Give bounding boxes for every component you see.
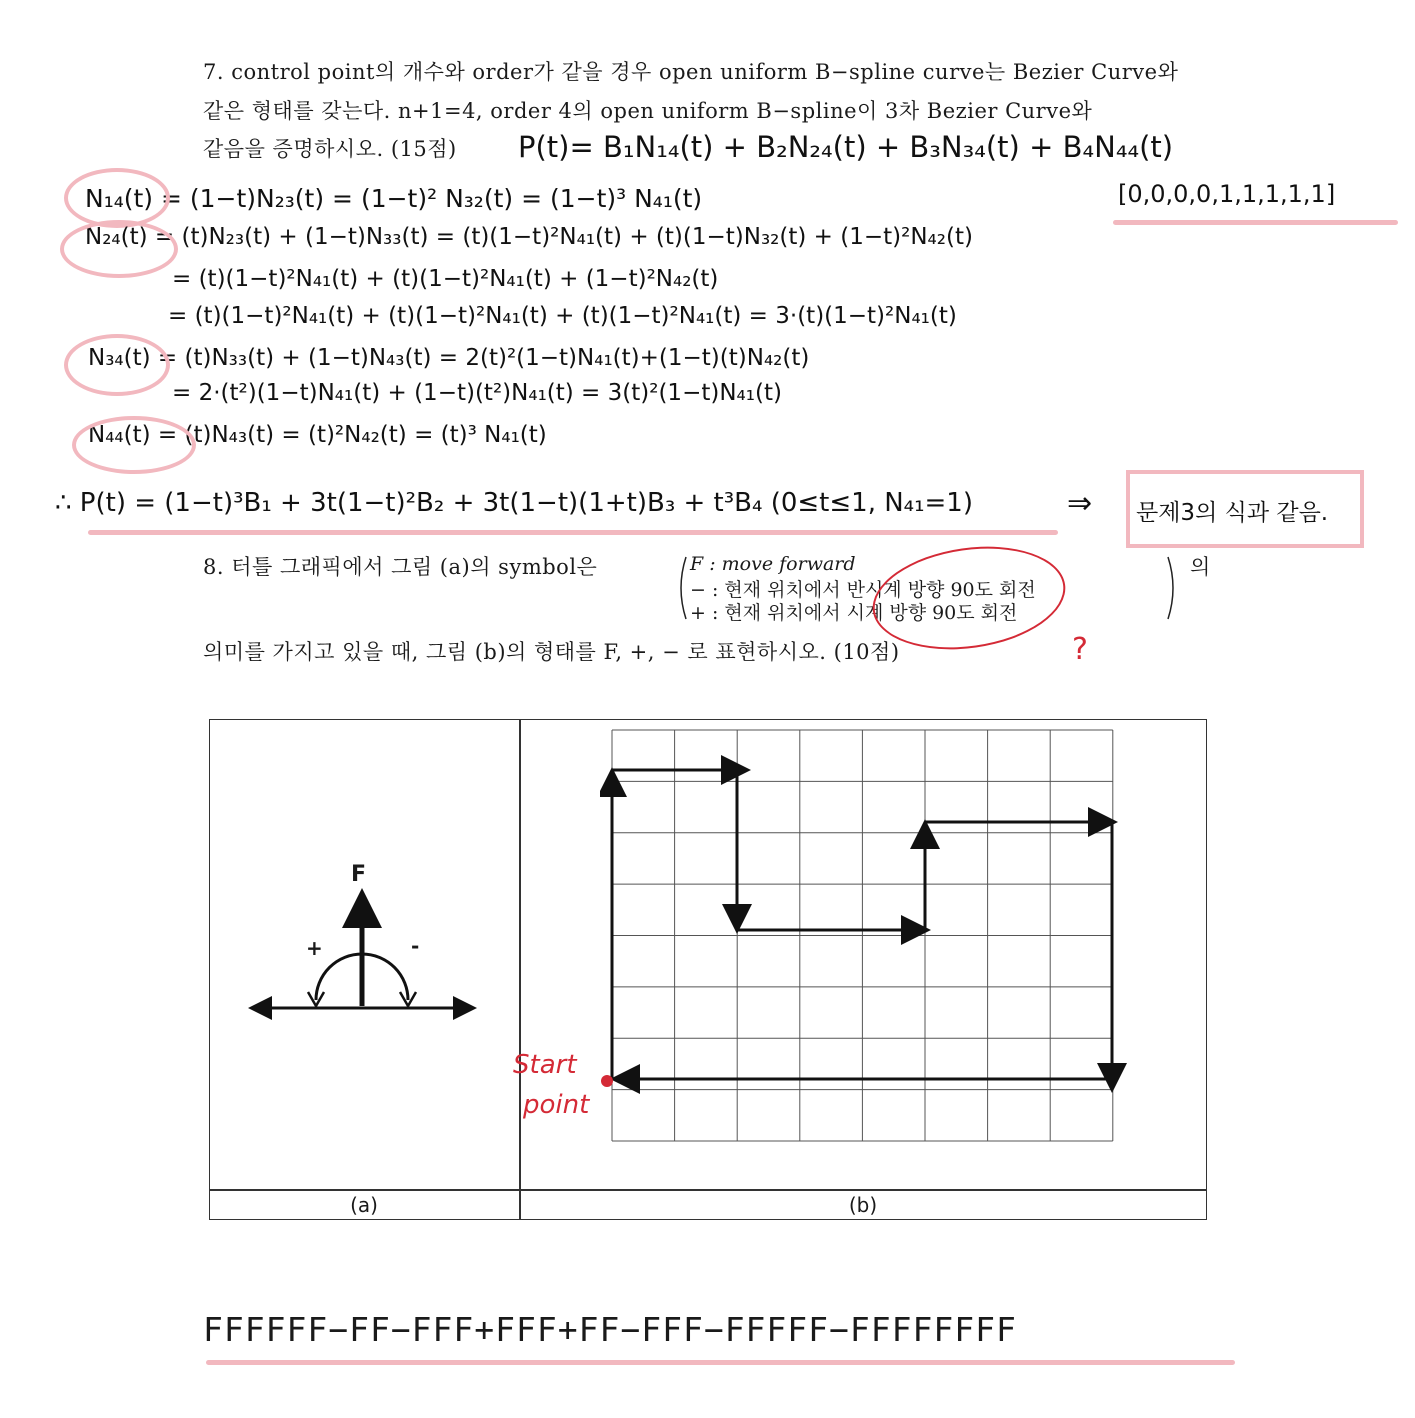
legend-minus: − : 현재 위치에서 반시계 방향 90도 회전 bbox=[690, 579, 1036, 601]
n34-circle bbox=[64, 334, 170, 396]
conclusion-equation: ∴ P(t) = (1−t)³B₁ + 3t(1−t)²B₂ + 3t(1−t)(1+t)B₃ + t³B₄ (0≤t≤1, N₄₁=1) bbox=[55, 488, 973, 518]
figure-divider-vertical bbox=[519, 719, 521, 1220]
start-label-1: Start bbox=[513, 1050, 577, 1080]
n24-derivation-line-1: N₂₄(t) = (t)N₂₃(t) + (1−t)N₃₃(t) = (t)(1−t)²N₄₁(t) + (t)(1−t)N₃₂(t) + (1−t)²N₄₂(t) bbox=[85, 224, 973, 250]
final-answer: FFFFFF−FF−FFF+FFF+FF−FFF−FFFFF−FFFFFFFF bbox=[203, 1310, 1017, 1349]
q8-text-line-2: 의미를 가지고 있을 때, 그림 (b)의 형태를 F, +, − 로 표현하시오. (10점) bbox=[203, 640, 900, 664]
turtle-path-grid bbox=[600, 725, 1130, 1150]
n44-circle bbox=[72, 416, 196, 474]
answer-underline bbox=[206, 1360, 1235, 1365]
boxed-answer-text: 문제3의 식과 같음. bbox=[1136, 500, 1329, 526]
start-point-dot bbox=[601, 1075, 613, 1087]
symbol-label-f: F bbox=[351, 862, 367, 887]
legend-f: F : move forward bbox=[690, 553, 856, 575]
q7-text-line-2: 같은 형태를 갖는다. n+1=4, order 4의 open uniform B−spline이 3차 Bezier Curve와 bbox=[203, 99, 1093, 123]
n24-derivation-line-3: = (t)(1−t)²N₄₁(t) + (t)(1−t)²N₄₁(t) + (t)(1−t)²N₄₁(t) = 3·(t)(1−t)²N₄₁(t) bbox=[168, 303, 957, 329]
legend-plus: + : 현재 위치에서 시계 방향 90도 회전 bbox=[690, 602, 1018, 624]
start-label-2: point bbox=[523, 1090, 590, 1120]
n14-derivation: N₁₄(t) = (1−t)N₂₃(t) = (1−t)² N₃₂(t) = (1−t)³ N₄₁(t) bbox=[85, 184, 703, 213]
n14-circle bbox=[64, 168, 170, 228]
symbol-label-minus: - bbox=[411, 934, 420, 958]
n34-derivation-line-1: N₃₄(t) = (t)N₃₃(t) + (1−t)N₄₃(t) = 2(t)²(1−t)N₄₁(t)+(1−t)(t)N₄₂(t) bbox=[88, 345, 810, 371]
knot-underline bbox=[1113, 220, 1398, 225]
conclusion-underline bbox=[88, 530, 1058, 535]
handwritten-pt-equation: P(t)= B₁N₁₄(t) + B₂N₂₄(t) + B₃N₃₄(t) + B₄N₄₄(t) bbox=[518, 130, 1174, 164]
q8-suffix: 의 bbox=[1190, 555, 1211, 579]
implies-arrow: ⇒ bbox=[1067, 486, 1093, 521]
caption-b: (b) bbox=[848, 1193, 878, 1217]
n44-derivation: N₄₄(t) = (t)N₄₃(t) = (t)²N₄₂(t) = (t)³ N₄₁(t) bbox=[88, 422, 547, 448]
figure-divider-horizontal bbox=[209, 1189, 1207, 1191]
red-question-mark: ? bbox=[1072, 632, 1088, 667]
boxed-answer bbox=[1126, 470, 1364, 548]
n24-derivation-line-2: = (t)(1−t)²N₄₁(t) + (t)(1−t)²N₄₁(t) + (1−t)²N₄₂(t) bbox=[172, 266, 719, 292]
q8-text-line-1: 8. 터틀 그래픽에서 그림 (a)의 symbol은 bbox=[203, 555, 598, 579]
handwritten-knot-vector: [0,0,0,0,1,1,1,1,1] bbox=[1118, 180, 1336, 208]
n34-derivation-line-2: = 2·(t²)(1−t)N₄₁(t) + (1−t)(t²)N₄₁(t) = 3(t)²(1−t)N₄₁(t) bbox=[172, 380, 782, 406]
symbol-label-plus: + bbox=[306, 936, 323, 960]
caption-a: (a) bbox=[350, 1193, 378, 1217]
q7-text-line-3: 같음을 증명하시오. (15점) bbox=[203, 137, 457, 161]
n24-circle bbox=[60, 220, 178, 278]
q7-text-line-1: 7. control point의 개수와 order가 같을 경우 open uniform B−spline curve는 Bezier Curve와 bbox=[203, 60, 1179, 84]
